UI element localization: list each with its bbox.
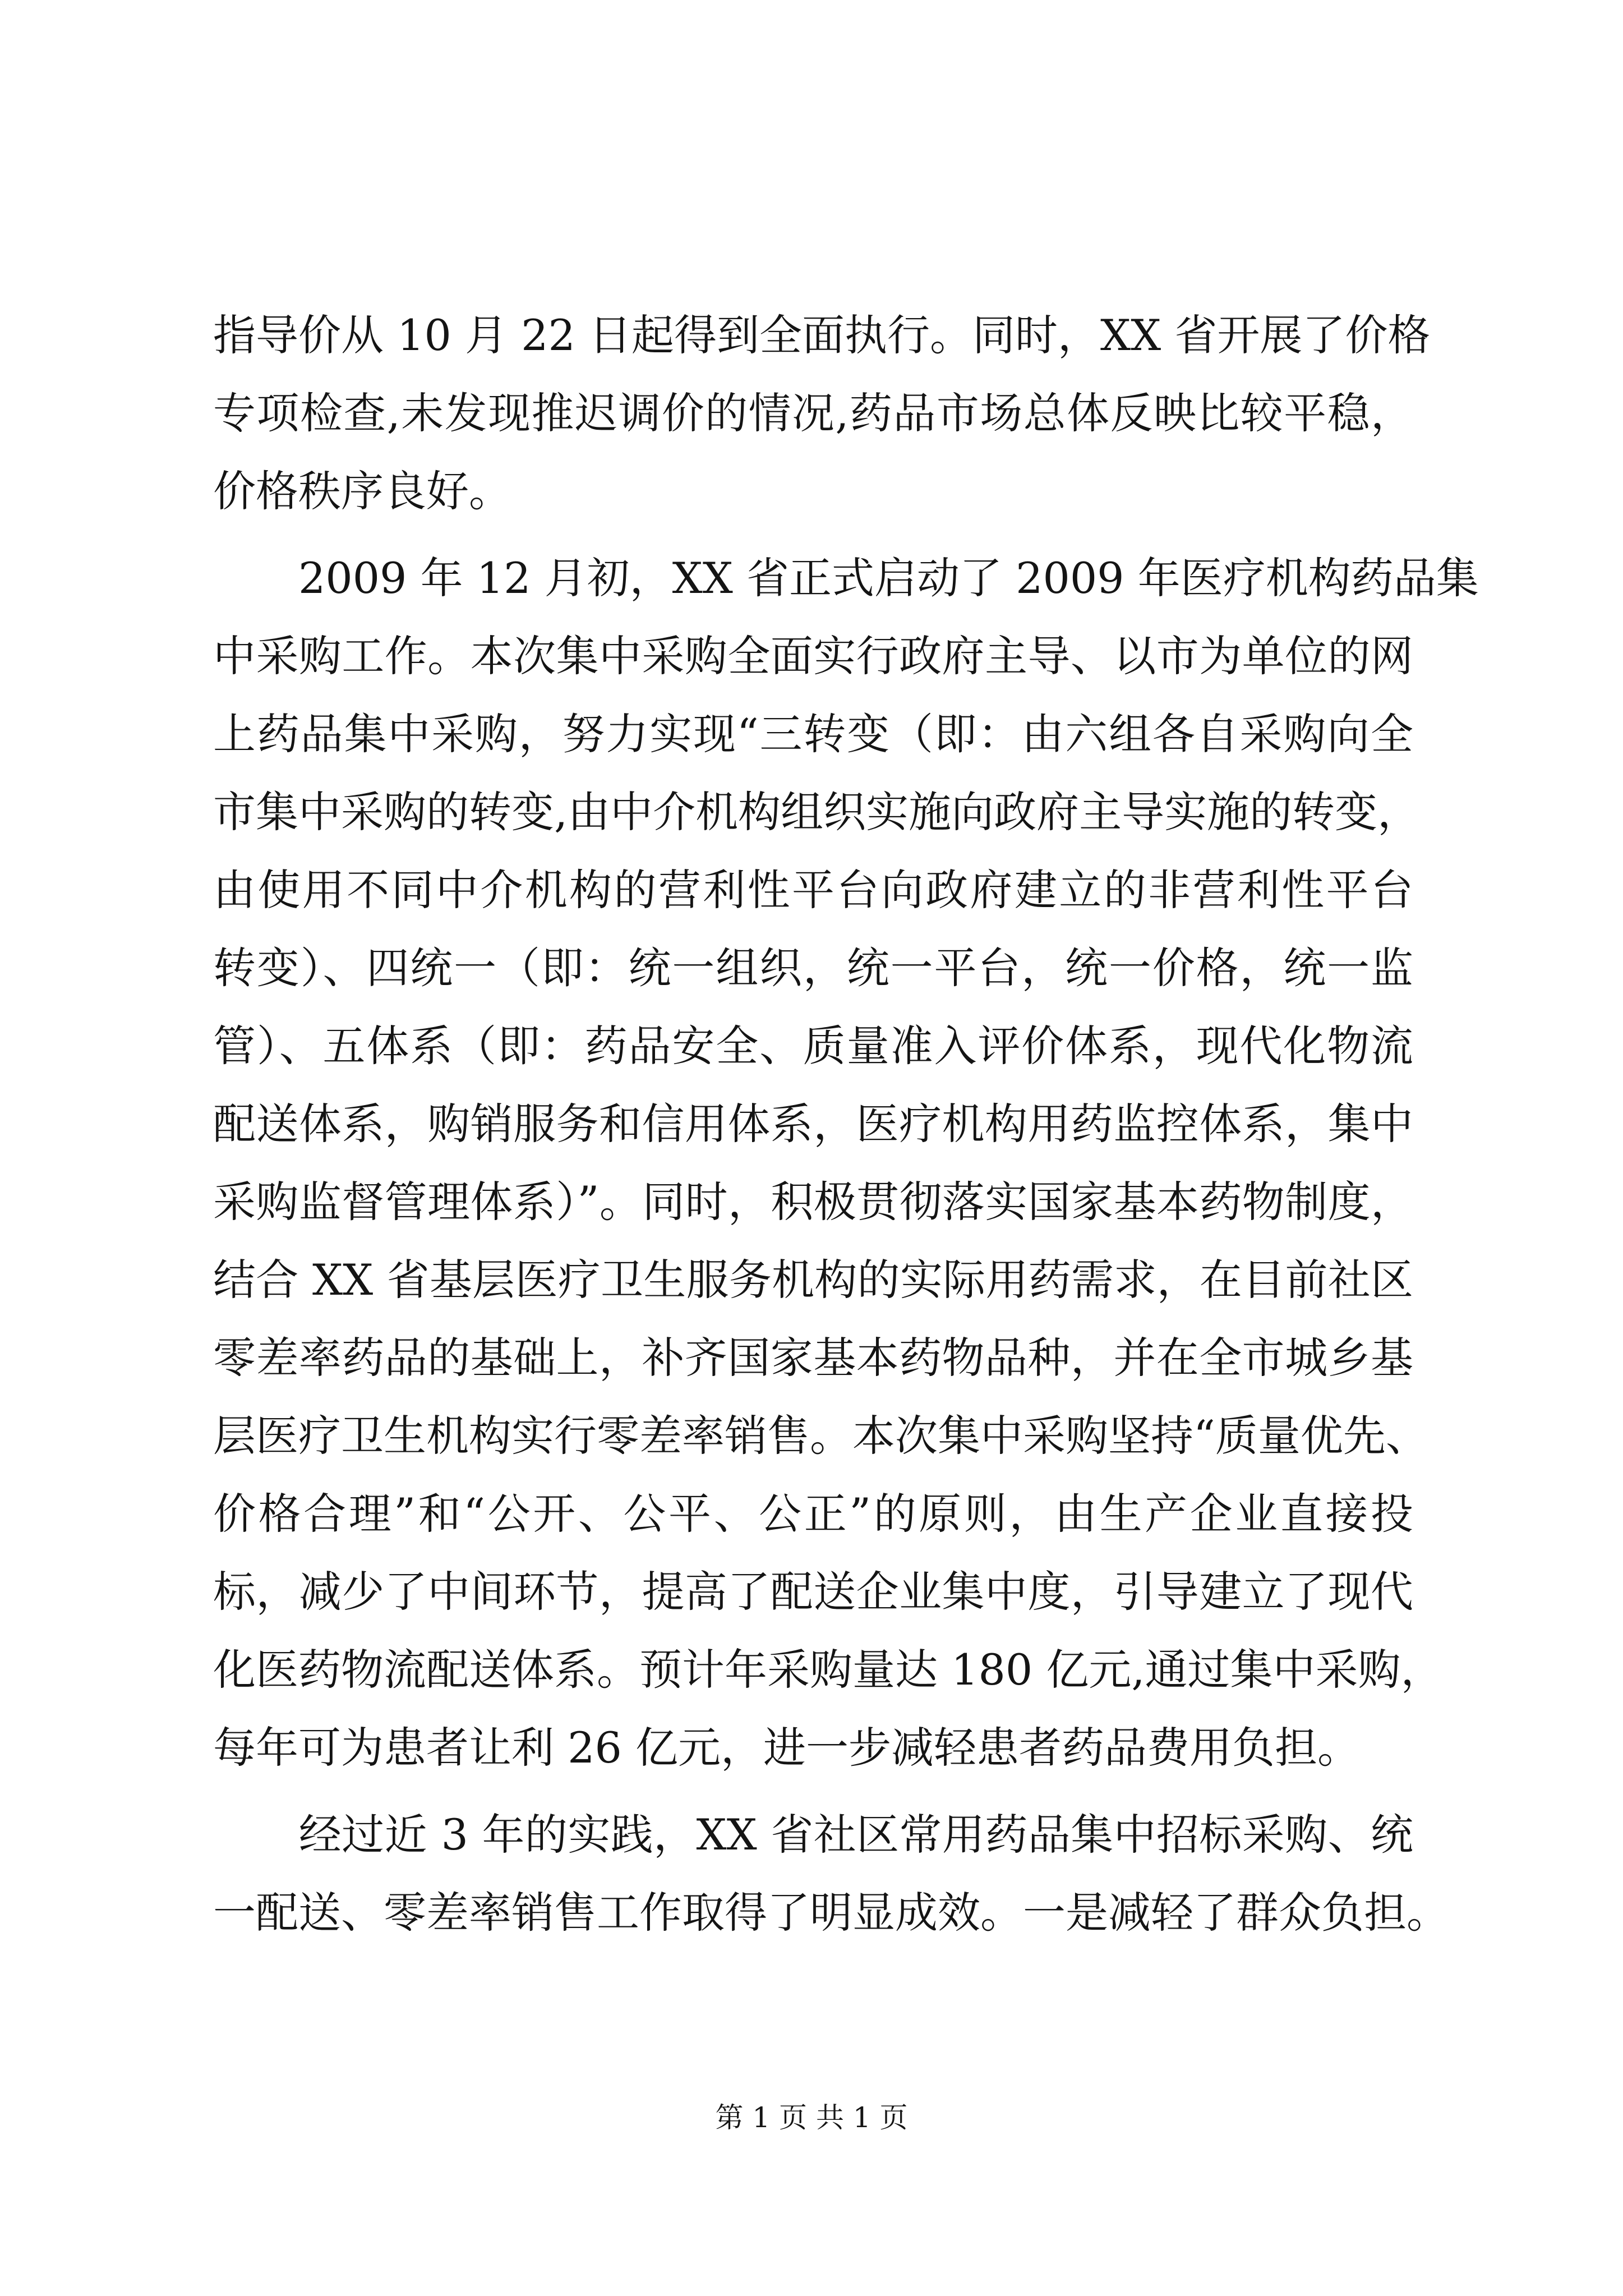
text-line: 采购监督管理体系）”。同时，积极贯彻落实国家基本药物制度， bbox=[213, 1177, 1413, 1227]
text-line: 价格合理”和“公开、公平、公正”的原则，由生产企业直接投 bbox=[213, 1489, 1413, 1539]
document-body bbox=[213, 296, 1479, 1952]
text-line: 转变）、四统一（即：统一组织，统一平台，统一价格，统一监 bbox=[213, 943, 1413, 993]
text-line: 专项检查,未发现推迟调价的情况,药品市场总体反映比较平稳， bbox=[213, 388, 1413, 438]
text-line: 化医药物流配送体系。预计年采购量达 180 亿元,通过集中采购， bbox=[213, 1645, 1444, 1695]
text-line: 上药品集中采购，努力实现“三转变（即：由六组各自采购向全 bbox=[213, 709, 1413, 759]
text-line: 零差率药品的基础上，补齐国家基本药物品种，并在全市城乡基 bbox=[213, 1333, 1413, 1383]
text-line: 结合 XX 省基层医疗卫生服务机构的实际用药需求，在目前社区 bbox=[213, 1255, 1413, 1305]
text-line: 层医疗卫生机构实行零差率销售。本次集中采购坚持“质量优先、 bbox=[213, 1411, 1428, 1461]
text-line: 2009 年 12 月初，XX 省正式启动了 2009 年医疗机构药品集 bbox=[213, 553, 1479, 603]
text-line: 由使用不同中介机构的营利性平台向政府建立的非营利性平台 bbox=[213, 865, 1413, 915]
text-line: 中采购工作。本次集中采购全面实行政府主导、以市为单位的网 bbox=[213, 631, 1413, 681]
text-line: 每年可为患者让利 26 亿元，进一步减轻患者药品费用负担。 bbox=[213, 1723, 1361, 1773]
text-line: 一配送、零差率销售工作取得了明显成效。一是减轻了群众负担。 bbox=[213, 1888, 1449, 1938]
text-line: 市集中采购的转变,由中介机构组织实施向政府主导实施的转变， bbox=[213, 787, 1421, 837]
text-line: 指导价从 10 月 22 日起得到全面执行。同时，XX 省开展了价格 bbox=[213, 310, 1431, 360]
page-number-footer: 第 1 页 共 1 页 bbox=[715, 2101, 908, 2134]
text-line: 配送体系，购销服务和信用体系，医疗机构用药监控体系，集中 bbox=[213, 1099, 1413, 1149]
text-line: 标，减少了中间环节，提高了配送企业集中度，引导建立了现代 bbox=[213, 1567, 1413, 1617]
text-line: 价格秩序良好。 bbox=[213, 466, 511, 516]
text-line: 经过近 3 年的实践，XX 省社区常用药品集中招标采购、统 bbox=[213, 1810, 1413, 1860]
text-line: 管）、五体系（即：药品安全、质量准入评价体系，现代化物流 bbox=[213, 1021, 1413, 1071]
